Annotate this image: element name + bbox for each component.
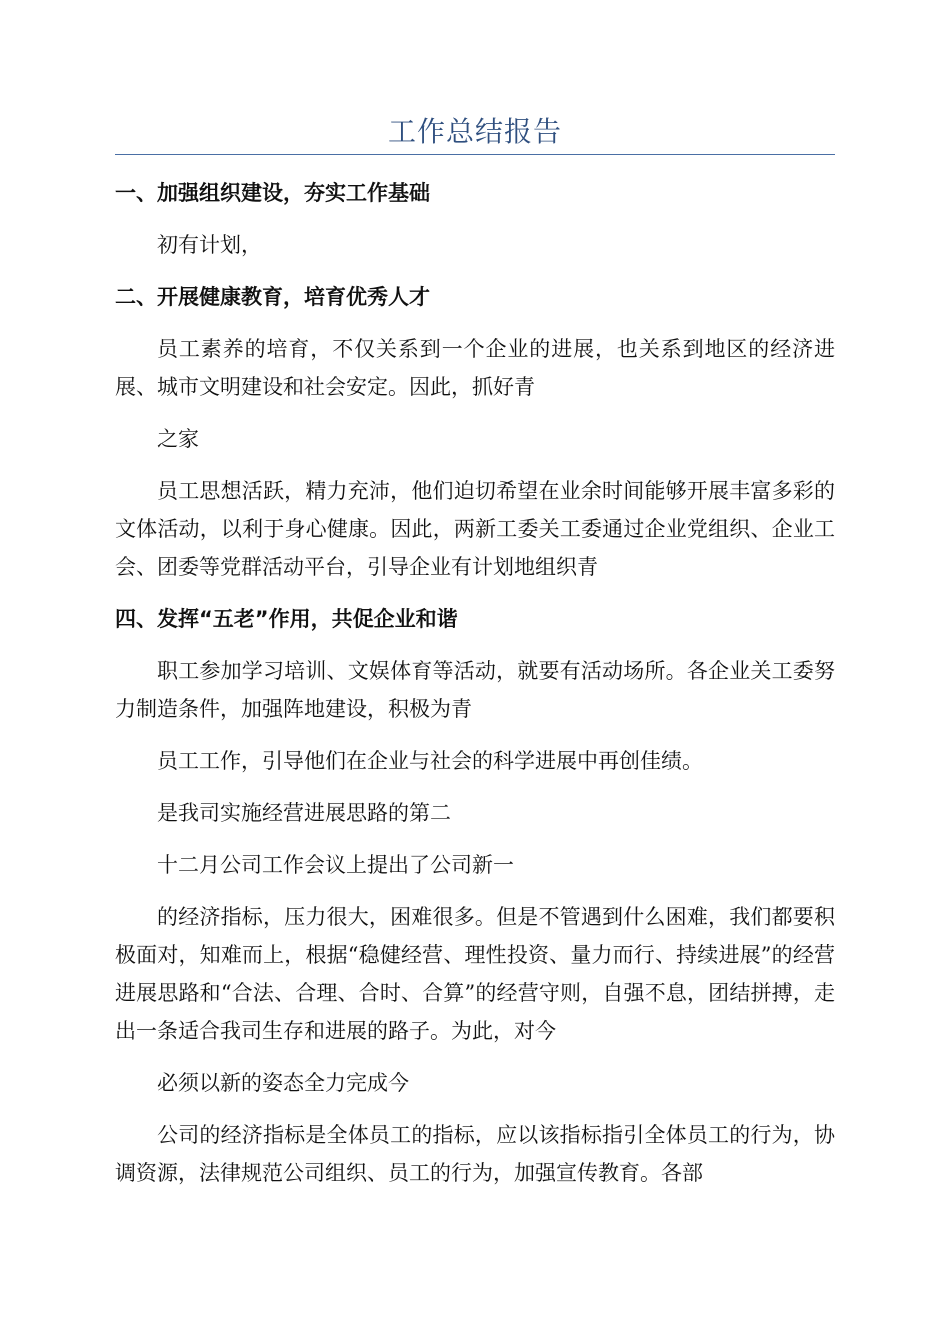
paragraph: 公司的经济指标是全体员工的指标，应以该指标指引全体员工的行为，协调资源，法律规范公司组织、员工的行为，加强宣传教育。各部 — [115, 1123, 835, 1185]
paragraph: 职工参加学习培训、文娱体育等活动，就要有活动场所。各企业关工委努力制造条件，加强阵地建设，积极为青 — [115, 659, 835, 721]
paragraph: 是我司实施经营进展思路的第二 — [157, 801, 451, 825]
title-underline — [115, 154, 835, 155]
paragraph: 员工素养的培育，不仅关系到一个企业的进展，也关系到地区的经济进展、城市文明建设和社会安定。因此，抓好青 — [115, 337, 835, 399]
paragraph: 十二月公司工作会议上提出了公司新一 — [157, 853, 514, 877]
paragraph: 的经济指标，压力很大，困难很多。但是不管遇到什么困难，我们都要积极面对，知难而上，根据“稳健经营、理性投资、量力而行、持续进展”的经营进展思路和“合法、合理、合时、合算”的经营守则，自强不息，团结拼搏，走出一条适合我司生存和进展的路子。为此，对今 — [115, 905, 835, 1043]
section-heading-1: 一、加强组织建设，夯实工作基础 — [115, 181, 430, 205]
section-heading-2: 二、开展健康教育，培育优秀人才 — [115, 285, 430, 309]
paragraph: 必须以新的姿态全力完成今 — [157, 1071, 409, 1095]
paragraph: 员工工作，引导他们在企业与社会的科学进展中再创佳绩。 — [157, 749, 703, 773]
paragraph: 初有计划， — [157, 233, 262, 257]
document-title: 工作总结报告 — [387, 115, 562, 148]
paragraph: 之家 — [157, 427, 199, 451]
document-body — [115, 174, 835, 1206]
section-heading-4: 四、发挥“五老”作用，共促企业和谐 — [115, 607, 458, 631]
paragraph: 员工思想活跃，精力充沛，他们迫切希望在业余时间能够开展丰富多彩的文体活动，以利于身心健康。因此，两新工委关工委通过企业党组织、企业工会、团委等党群活动平台，引导企业有计划地组织青 — [115, 479, 835, 579]
